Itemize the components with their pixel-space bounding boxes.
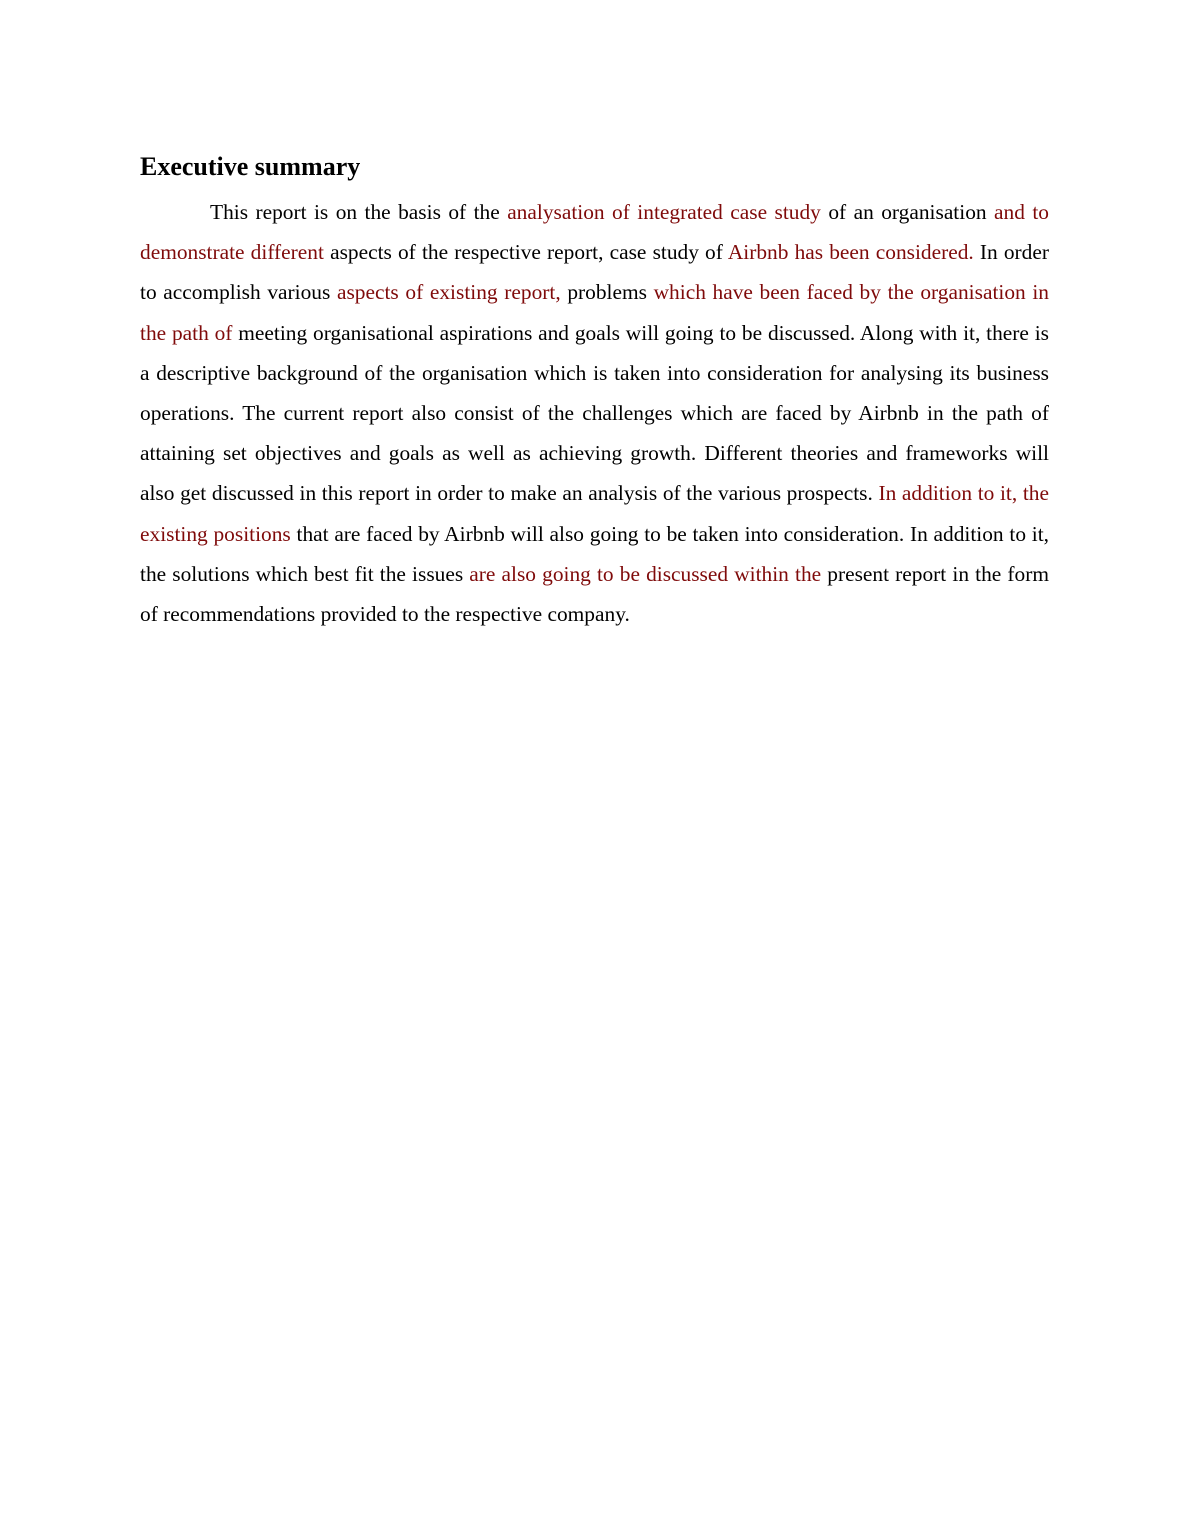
- text-segment: of an organisation: [820, 200, 995, 224]
- text-segment: aspects of the respective report, case study of: [323, 240, 728, 265]
- summary-paragraph: [140, 192, 1049, 634]
- highlighted-text-segment: aspects of existing report,: [336, 280, 561, 305]
- text-segment: problems: [560, 280, 654, 305]
- highlighted-text-segment: analysation of integrated case study: [507, 200, 821, 224]
- highlighted-text-segment: are also going to be discussed within the: [469, 561, 822, 586]
- highlighted-text-segment: and to demonstrate different: [140, 200, 1049, 265]
- text-segment: This report is on the basis of the: [210, 200, 508, 224]
- text-segment: present report in the form of recommendations provided to the respective company.: [140, 561, 1049, 627]
- text-segment: that are faced by Airbnb will also going to be taken into consideration. In addition to it, the solutions which best fit the issues: [140, 521, 1049, 586]
- document-page: [140, 150, 1049, 634]
- text-segment: meeting organisational aspirations and goals will going to be discussed. Along with it, there is a descriptive background of the organisation which is taken into consideration for analysing its business operations. The current report also consist of the challenges which are faced by Airbnb in the path of attaining set objectives and goals as well as achieving growth. Different theories and frameworks will also get discussed in this report in order to make an analysis of the various prospects.: [140, 320, 1049, 506]
- highlighted-text-segment: Airbnb has been considered.: [727, 240, 974, 265]
- highlighted-text-segment: In addition to it, the existing positions: [140, 481, 1049, 546]
- text-segment: In order to accomplish various: [140, 240, 1049, 305]
- section-heading: Executive summary: [140, 152, 361, 181]
- highlighted-text-segment: which have been faced by the organisation in the path of: [140, 280, 1050, 345]
